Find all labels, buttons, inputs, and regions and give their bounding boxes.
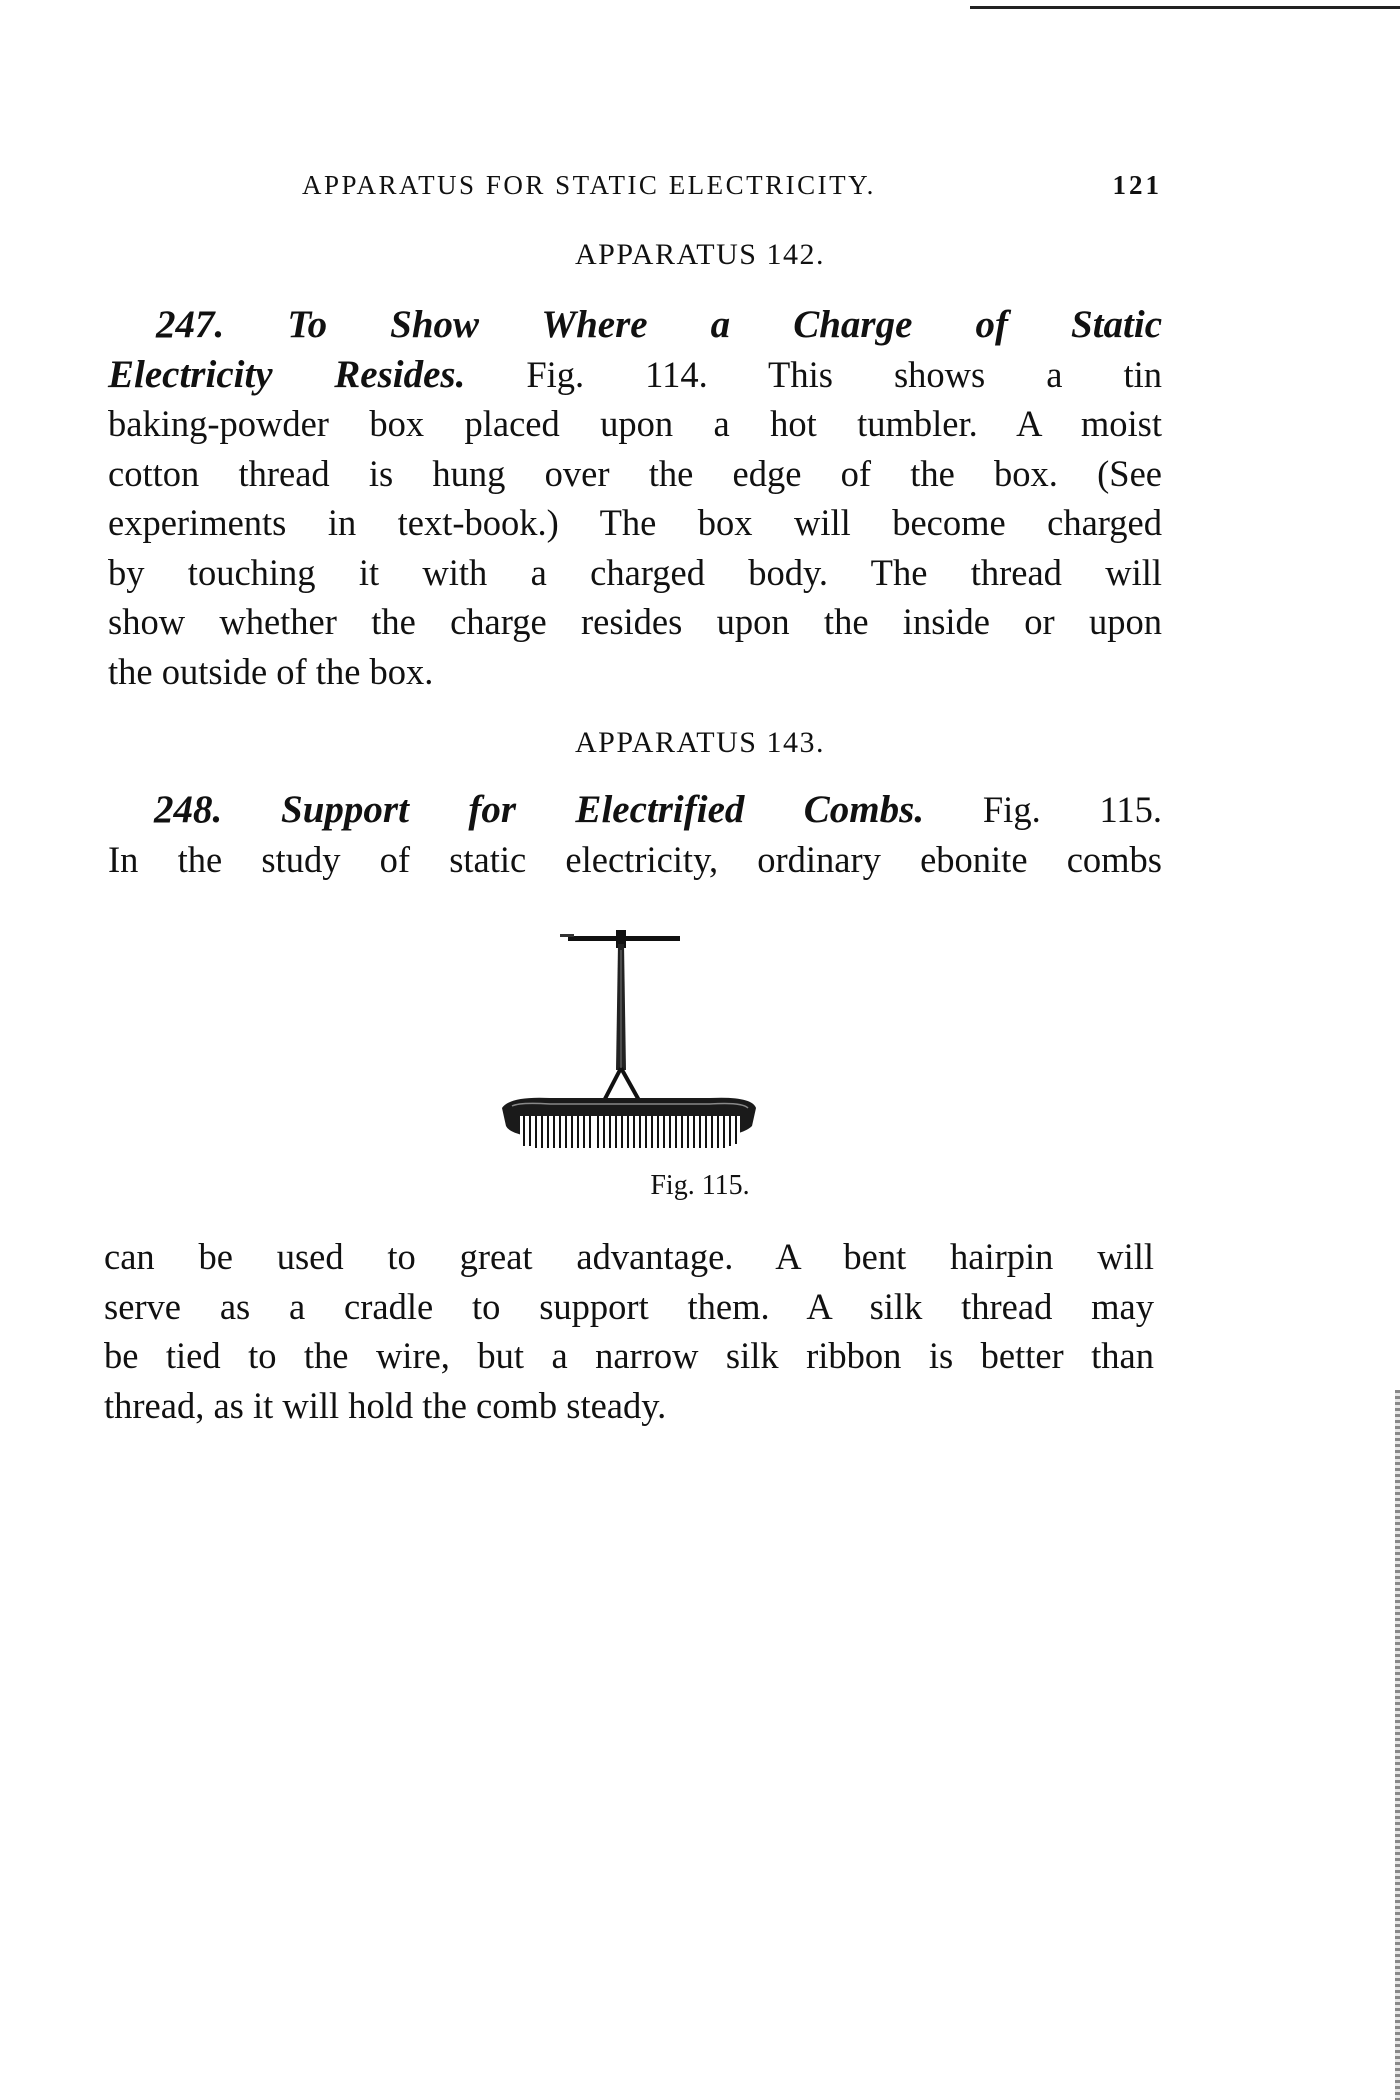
- apparatus-label-143: APPARATUS 143.: [575, 726, 825, 759]
- heading-247-line1: [108, 300, 1162, 350]
- heading-247-text-cont: Electricity Resides.: [108, 352, 466, 396]
- text-line: the outside of the box.: [108, 650, 434, 692]
- text-line: [108, 350, 1162, 400]
- figure-reference: Fig. 115.: [982, 789, 1162, 830]
- scan-edge-rule: [970, 6, 1400, 9]
- text-line: In the study of static electricity, ordinary ebonite combs: [108, 838, 1162, 880]
- text-line: cotton thread is hung over the edge of the box. (See: [108, 452, 1162, 494]
- text-line: by touching it with a charged body. The thread will: [108, 551, 1162, 593]
- paragraph-248-part1: [108, 785, 1162, 884]
- text-line: serve as a cradle to support them. A silk thread may: [104, 1285, 1154, 1327]
- figure-115: [490, 920, 770, 1170]
- text-line: thread, as it will hold the comb steady.: [104, 1384, 667, 1426]
- page-number: 121: [1112, 170, 1162, 200]
- heading-247-text: To Show Where a Charge of Static: [287, 303, 1163, 346]
- paragraph-248-part2: [104, 1232, 1154, 1430]
- figure-caption: Fig. 115.: [650, 1170, 750, 1201]
- text-line: show whether the charge resides upon the inside or upon: [108, 601, 1162, 642]
- paragraph-number-247: 247.: [156, 303, 225, 346]
- text-line: experiments in text-book.) The box will become charged: [108, 502, 1162, 543]
- text-line: baking-powder box placed upon a hot tumbler. A moist: [108, 403, 1162, 444]
- comb-support-icon: [490, 920, 770, 1170]
- paragraph-number-248: 248.: [154, 788, 223, 831]
- running-head-title: APPARATUS FOR STATIC ELECTRICITY.: [302, 170, 876, 200]
- heading-248-line: [108, 785, 1162, 835]
- text-line: can be used to great advantage. A bent hairpin will: [104, 1236, 1154, 1277]
- heading-248-text: Support for Electrified Combs.: [281, 788, 925, 831]
- text-line: be tied to the wire, but a narrow silk ribbon is better than: [104, 1335, 1154, 1376]
- paragraph-247: [108, 300, 1162, 696]
- text-fragment: Fig. 114. This shows a tin: [526, 353, 1162, 395]
- scan-page-edge: [1395, 1390, 1400, 2100]
- apparatus-label-142: APPARATUS 142.: [575, 238, 825, 271]
